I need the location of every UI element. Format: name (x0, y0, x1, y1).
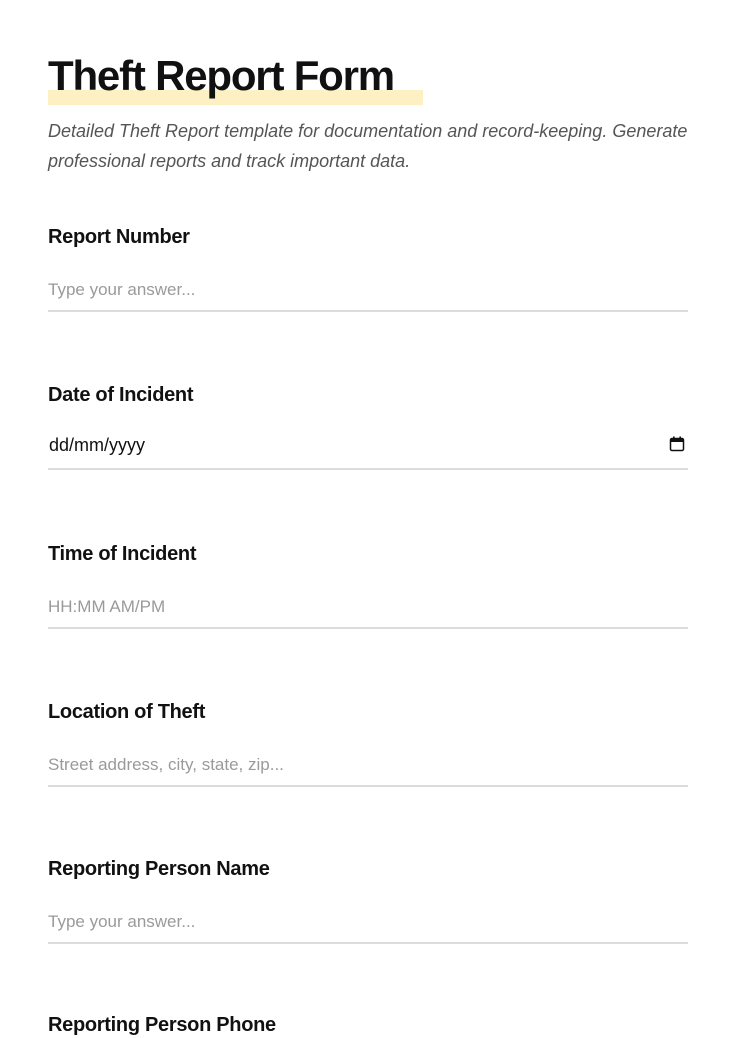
page-title: Theft Report Form (48, 52, 394, 99)
field-label-reporting-person-name: Reporting Person Name (48, 858, 270, 880)
field-label-time-of-incident: Time of Incident (48, 543, 197, 565)
form-description: Detailed Theft Report template for documentation and record-keeping. Generate professional reports and track important data. (48, 121, 688, 171)
field-time-of-incident (48, 541, 688, 567)
field-label-location-of-theft: Location of Theft (48, 701, 206, 723)
date-of-incident-input[interactable] (48, 428, 688, 470)
time-of-incident-input[interactable] (48, 587, 688, 629)
field-label-report-number: Report Number (48, 226, 190, 248)
location-of-theft-input[interactable] (48, 745, 688, 787)
field-report-number (48, 224, 688, 250)
field-location-of-theft (48, 699, 688, 725)
report-number-input[interactable] (48, 270, 688, 312)
form-title-block (48, 50, 394, 106)
field-reporting-person-phone (48, 1012, 688, 1038)
reporting-person-name-input[interactable] (48, 902, 688, 944)
calendar-icon[interactable] (669, 436, 685, 452)
field-date-of-incident (48, 382, 688, 455)
date-value: dd/mm/yyyy (49, 435, 146, 455)
field-reporting-person-name (48, 856, 688, 882)
field-label-date-of-incident: Date of Incident (48, 384, 194, 406)
field-label-reporting-person-phone: Reporting Person Phone (48, 1014, 276, 1036)
